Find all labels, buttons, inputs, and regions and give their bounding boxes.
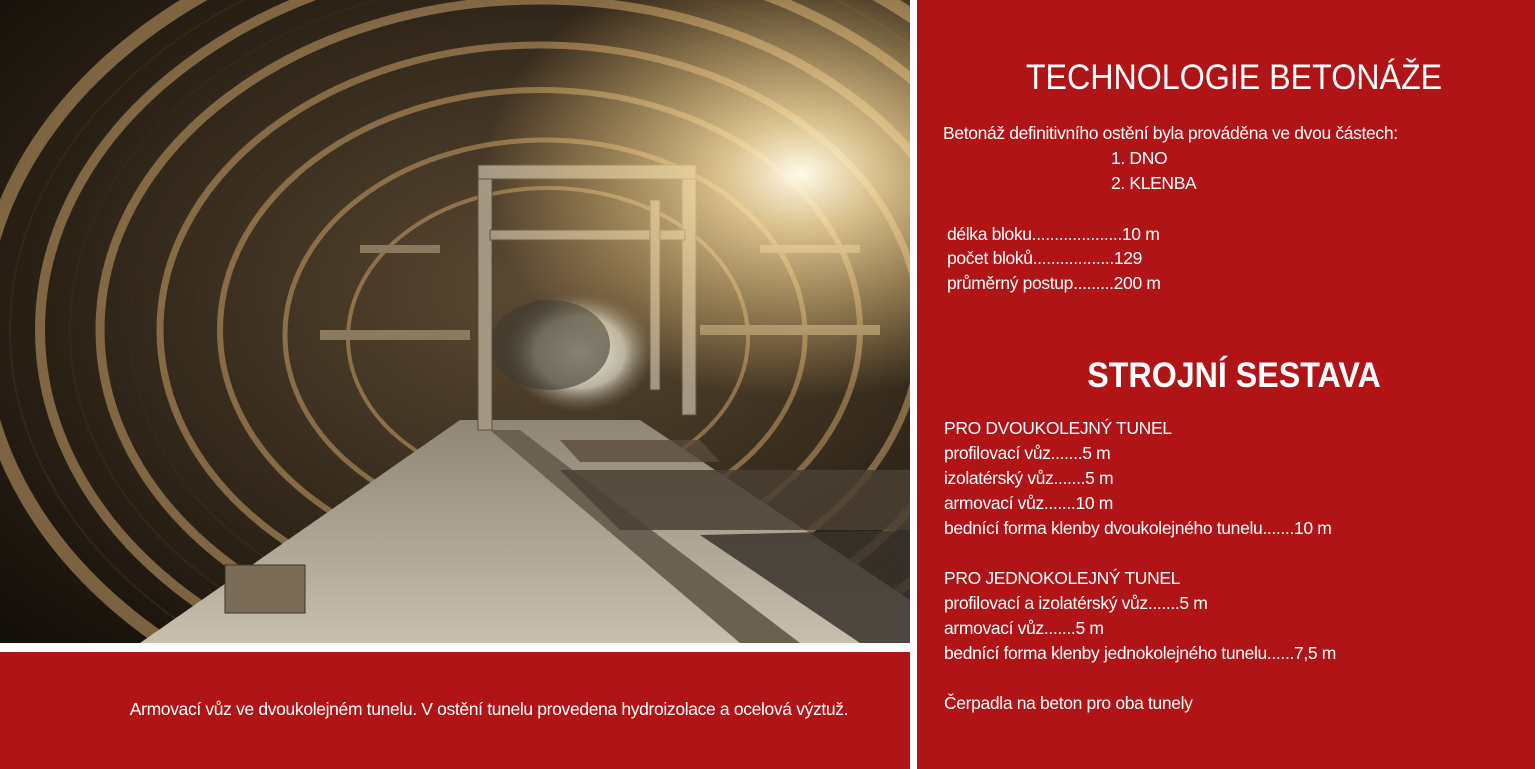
machine-item: bednící forma klenby jednokolejného tunelu......7,5 m xyxy=(944,643,1336,663)
pumps-note: Čerpadla na beton pro oba tunely xyxy=(944,693,1193,713)
machine-item: armovací vůz.......10 m xyxy=(944,493,1113,513)
machine-item: izolatérský vůz.......5 m xyxy=(944,468,1114,488)
heading-machine-set: STROJNÍ SESTAVA xyxy=(1087,356,1381,395)
machine-item: bednící forma klenby dvoukolejného tunelu.......10 m xyxy=(944,518,1332,538)
group-title-double-track: PRO DVOUKOLEJNÝ TUNEL xyxy=(944,418,1172,438)
heading-concreting-technology: TECHNOLOGIE BETONÁŽE xyxy=(1025,58,1443,97)
machine-item: armovací vůz.......5 m xyxy=(944,618,1104,638)
spec-item: počet bloků..................129 xyxy=(947,248,1143,268)
group-title-single-track: PRO JEDNOKOLEJNÝ TUNEL xyxy=(944,568,1181,588)
tunnel-illustration xyxy=(0,0,910,643)
concreting-intro: Betonáž definitivního ostění byla prováděna ve dvou částech: xyxy=(943,123,1398,143)
spec-item: délka bloku....................10 m xyxy=(947,224,1160,244)
machine-item: profilovací a izolatérský vůz.......5 m xyxy=(944,593,1208,613)
part-item: 1. DNO xyxy=(1111,148,1168,168)
part-item: 2. KLENBA xyxy=(1111,173,1197,193)
photo-caption: Armovací vůz ve dvoukolejném tunelu. V ostění tunelu provedena hydroizolace a ocelová výztuž. xyxy=(129,699,849,719)
tunnel-photo xyxy=(0,0,910,643)
machine-item: profilovací vůz.......5 m xyxy=(944,443,1111,463)
info-panel xyxy=(917,0,1535,769)
caption-panel xyxy=(0,652,910,769)
spec-item: průměrný postup.........200 m xyxy=(947,273,1161,293)
